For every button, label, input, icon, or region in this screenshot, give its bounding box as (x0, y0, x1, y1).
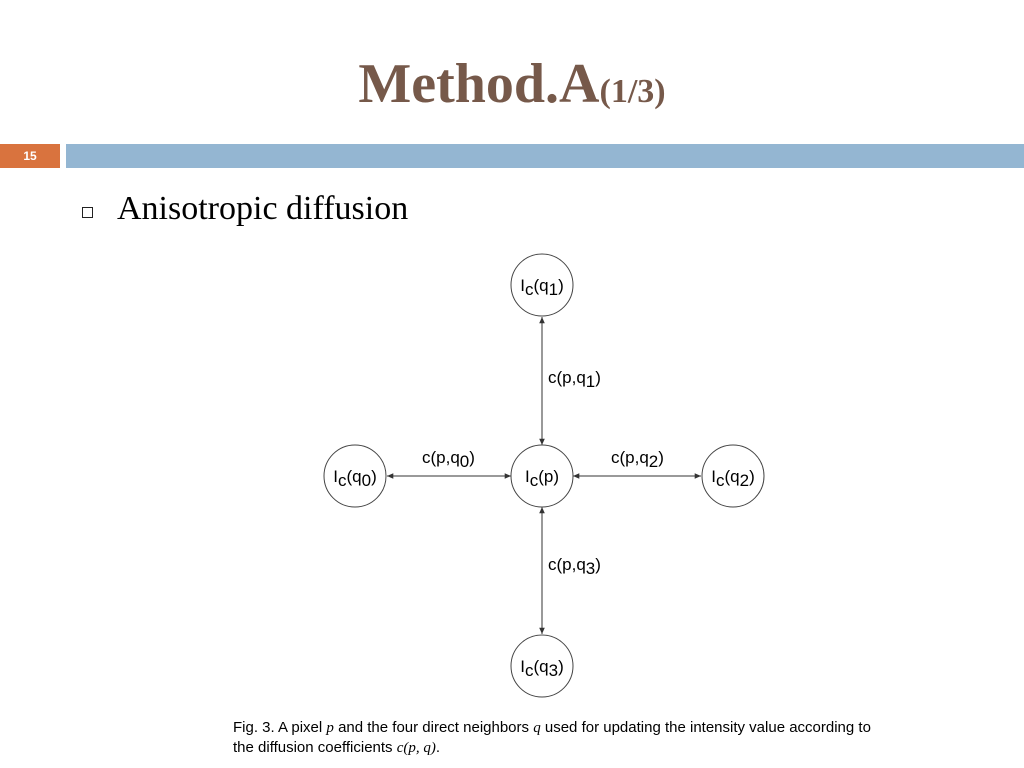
node-top (511, 254, 573, 316)
edge-label-right: c(p,q2) (611, 448, 664, 471)
bullet-text: Anisotropic diffusion (117, 190, 409, 227)
title-main: Method.A (358, 53, 600, 115)
node-center (511, 445, 573, 507)
node-left (324, 445, 386, 507)
edge-label-left: c(p,q0) (422, 448, 475, 471)
svg-text:Ic(p): Ic(p) (524, 467, 560, 490)
edge-label-bottom: c(p,q3) (548, 555, 601, 578)
svg-text:Ic(q0): Ic(q0) (333, 467, 377, 490)
svg-text:Ic(q3): Ic(q3) (520, 657, 564, 680)
edge-label-top: c(p,q1) (548, 368, 601, 391)
slide-number: 15 (23, 149, 37, 163)
node-right (702, 445, 764, 507)
svg-text:Ic(q1): Ic(q1) (520, 276, 564, 299)
svg-text:Ic(q2): Ic(q2) (711, 467, 755, 490)
figure-caption: Fig. 3. A pixel p and the four direct neighbors q used for updating the intensity value according to the diffusion coefficients c(p, q). (233, 719, 871, 756)
node-bottom (511, 635, 573, 697)
title-sub: (1/3) (599, 73, 666, 110)
